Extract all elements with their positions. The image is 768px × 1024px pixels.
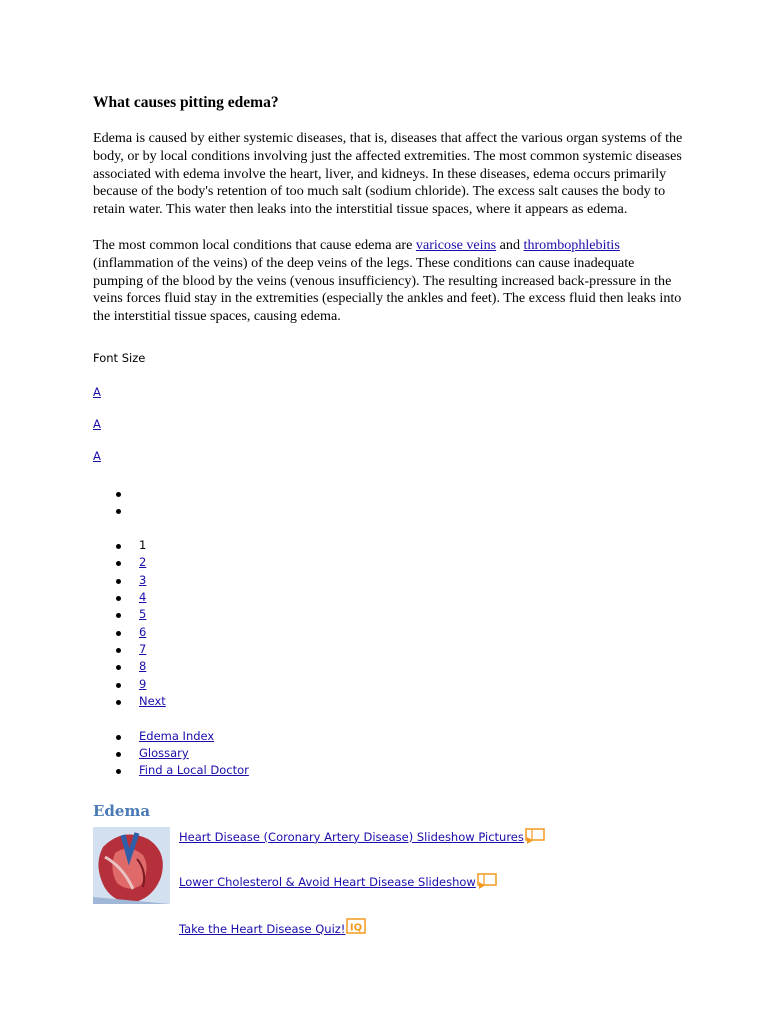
page-item — [93, 693, 683, 710]
pagination — [93, 537, 683, 711]
thrombophlebitis-link[interactable]: thrombophlebitis — [523, 236, 620, 253]
empty-bullet-list — [93, 485, 683, 520]
page-item — [93, 572, 683, 589]
page-link-2[interactable]: 2 — [139, 555, 147, 570]
heart-disease-quiz-link[interactable]: Take the Heart Disease Quiz! — [179, 921, 346, 936]
paragraph-2-text-a: The most common local conditions that cause edema are — [93, 236, 416, 253]
page-current — [93, 537, 683, 554]
page-number-current: 1 — [139, 537, 147, 552]
empty-list-item — [93, 502, 683, 519]
font-size-small-link[interactable]: A — [93, 384, 101, 399]
page-item — [93, 624, 683, 641]
paragraph-2-text-c: (inflammation of the veins) of the deep veins of the legs. These conditions can cause inadequate pumping of the blood by the veins (venous insufficiency). The resulting increased back-pressure in the veins forces fluid stay in the extremities (especially the ankles and feet). The excess fluid then leaks into the interstitial tissue spaces, causing edema. — [93, 254, 682, 325]
quiz-iq-text: IQ — [350, 922, 363, 934]
page-item — [93, 589, 683, 606]
glossary-link[interactable]: Glossary — [139, 746, 189, 761]
page-item — [93, 641, 683, 658]
page-link-6[interactable]: 6 — [139, 624, 147, 639]
font-size-label: Font Size — [93, 350, 146, 365]
page-link-3[interactable]: 3 — [139, 572, 147, 587]
quiz-iq-icon[interactable] — [346, 918, 366, 940]
page-link-5[interactable]: 5 — [139, 607, 147, 622]
related-link-row — [179, 873, 497, 893]
find-local-doctor-link[interactable]: Find a Local Doctor — [139, 763, 249, 778]
article-page — [93, 93, 683, 945]
page-item — [93, 676, 683, 693]
page-link-7[interactable]: 7 — [139, 642, 147, 657]
heart-disease-slideshow-link[interactable]: Heart Disease (Coronary Artery Disease) Slideshow Pictures — [179, 829, 524, 844]
page-item — [93, 554, 683, 571]
varicose-veins-link[interactable]: varicose veins — [415, 236, 497, 253]
related-nav-list — [93, 728, 683, 780]
related-link-row — [179, 918, 366, 940]
edema-section-heading: Edema — [93, 801, 151, 820]
empty-list-item — [93, 485, 683, 502]
edema-index-link[interactable]: Edema Index — [139, 728, 215, 743]
page-item — [93, 658, 683, 675]
slideshow-icon[interactable] — [477, 873, 497, 893]
article-paragraph-1: Edema is caused by either systemic diseases, that is, diseases that affect the various organ systems of the body, or by local conditions involving just the affected extremities. The most common systemic diseases associated with edema involve the heart, liver, and kidneys. In these diseases, edema occurs primarily because of the body's retention of too much salt (sodium chloride). The excess salt causes the body to retain water. This water then leaks into the interstitial tissue spaces, where it appears as edema. — [93, 130, 683, 218]
related-link-row — [179, 828, 545, 848]
next-page-link[interactable]: Next — [139, 694, 166, 709]
font-size-medium-link[interactable]: A — [93, 416, 101, 431]
edema-related-links — [93, 825, 683, 945]
page-link-4[interactable]: 4 — [139, 589, 147, 604]
page-link-9[interactable]: 9 — [139, 676, 147, 691]
article-paragraph-2 — [93, 237, 683, 326]
page-item — [93, 606, 683, 623]
nav-item — [93, 762, 683, 779]
font-size-large-link[interactable]: A — [93, 448, 101, 463]
page-link-8[interactable]: 8 — [139, 659, 147, 674]
nav-item — [93, 745, 683, 762]
cholesterol-slideshow-link[interactable]: Lower Cholesterol & Avoid Heart Disease Slideshow — [179, 874, 476, 889]
article-title: What causes pitting edema? — [93, 94, 279, 111]
nav-item — [93, 728, 683, 745]
heart-illustration-thumbnail[interactable] — [93, 827, 170, 904]
paragraph-2-text-b: and — [496, 236, 524, 253]
slideshow-icon[interactable] — [525, 828, 545, 848]
heart-illustration-icon — [93, 827, 170, 904]
